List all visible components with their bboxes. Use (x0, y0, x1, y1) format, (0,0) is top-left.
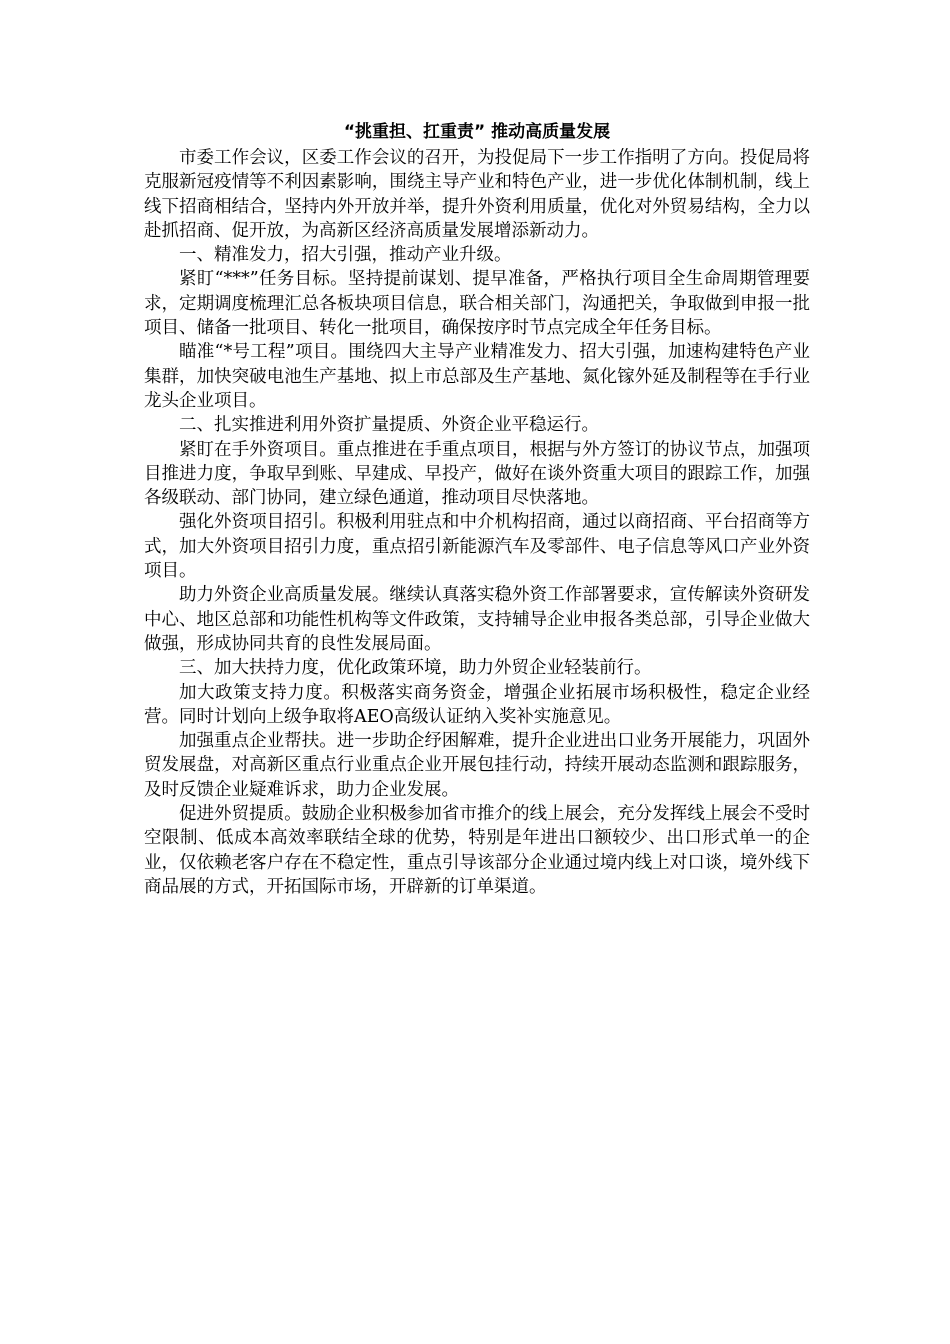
paragraph-task-target: 紧盯“***”任务目标。坚持提前谋划、提早准备，严格执行项目全生命周期管理要求，定期调度梳理汇总各板块项目信息，联合相关部门，沟通把关，争取做到申报一批项目、储备一批项目、转化一批项目，确保按序时节点完成全年任务目标。 (144, 269, 810, 339)
paragraph-enterprise-help: 加强重点企业帮扶。进一步助企纾困解难，提升企业进出口业务开展能力，巩固外贸发展盘，对高新区重点行业重点企业开展包挂行动，持续开展动态监测和跟踪服务，及时反馈企业疑难诉求，助力企业发展。 (144, 731, 810, 800)
paragraph-intro: 市委工作会议，区委工作会议的召开，为投促局下一步工作指明了方向。投促局将克服新冠疫情等不利因素影响，围绕主导产业和特色产业，进一步优化体制机制，线上线下招商相结合，坚持内外开放并举，提升外资利用质量，优化对外贸易结构，全力以赴抓招商、促开放，为高新区经济高质量发展增添新动力。 (144, 148, 810, 241)
paragraph-foreign-projects: 紧盯在手外资项目。重点推进在手重点项目，根据与外方签订的协议节点，加强项目推进力度，争取早到账、早建成、早投产，做好在谈外资重大项目的跟踪工作，加强各级联动、部门协同，建立绿色通道，推动项目尽快落地。 (144, 439, 810, 509)
document-body (144, 120, 810, 899)
section-heading-1: 一、精准发力，招大引强，推动产业升级。 (179, 245, 512, 266)
section-heading-2: 二、扎实推进利用外资扩量提质、外资企业平稳运行。 (179, 415, 599, 436)
paragraph-foreign-enterprise: 助力外资企业高质量发展。继续认真落实稳外资工作部署要求，宣传解读外资研发中心、地区总部和功能性机构等文件政策，支持辅导企业申报各类总部，引导企业做大做强，形成协同共育的良性发展局面。 (144, 585, 810, 654)
document-title: “挑重担、扛重责” 推动高质量发展 (343, 122, 611, 142)
paragraph-trade-quality: 促进外贸提质。鼓励企业积极参加省市推介的线上展会，充分发挥线上展会不受时空限制、低成本高效率联结全球的优势，特别是年进出口额较少、出口形式单一的企业，仅依赖老客户存在不稳定性，重点引导该部分企业通过境内线上对口谈，境外线下商品展的方式，开拓国际市场，开辟新的订单渠道。 (144, 804, 810, 897)
section-heading-3: 三、加大扶持力度，优化政策环境，助力外贸企业轻装前行。 (179, 658, 652, 679)
paragraph-key-project: 瞄准“*号工程”项目。围绕四大主导产业精准发力、招大引强，加速构建特色产业集群，加快突破电池生产基地、拟上市总部及生产基地、氮化镓外延及制程等在手行业龙头企业项目。 (144, 342, 810, 411)
paragraph-policy-support: 加大政策支持力度。积极落实商务资金，增强企业拓展市场积极性，稳定企业经营。同时计划向上级争取将AEO高级认证纳入奖补实施意见。 (144, 682, 810, 727)
paragraph-foreign-attraction: 强化外资项目招引。积极利用驻点和中介机构招商，通过以商招商、平台招商等方式，加大外资项目招引力度，重点招引新能源汽车及零部件、电子信息等风口产业外资项目。 (144, 512, 810, 582)
